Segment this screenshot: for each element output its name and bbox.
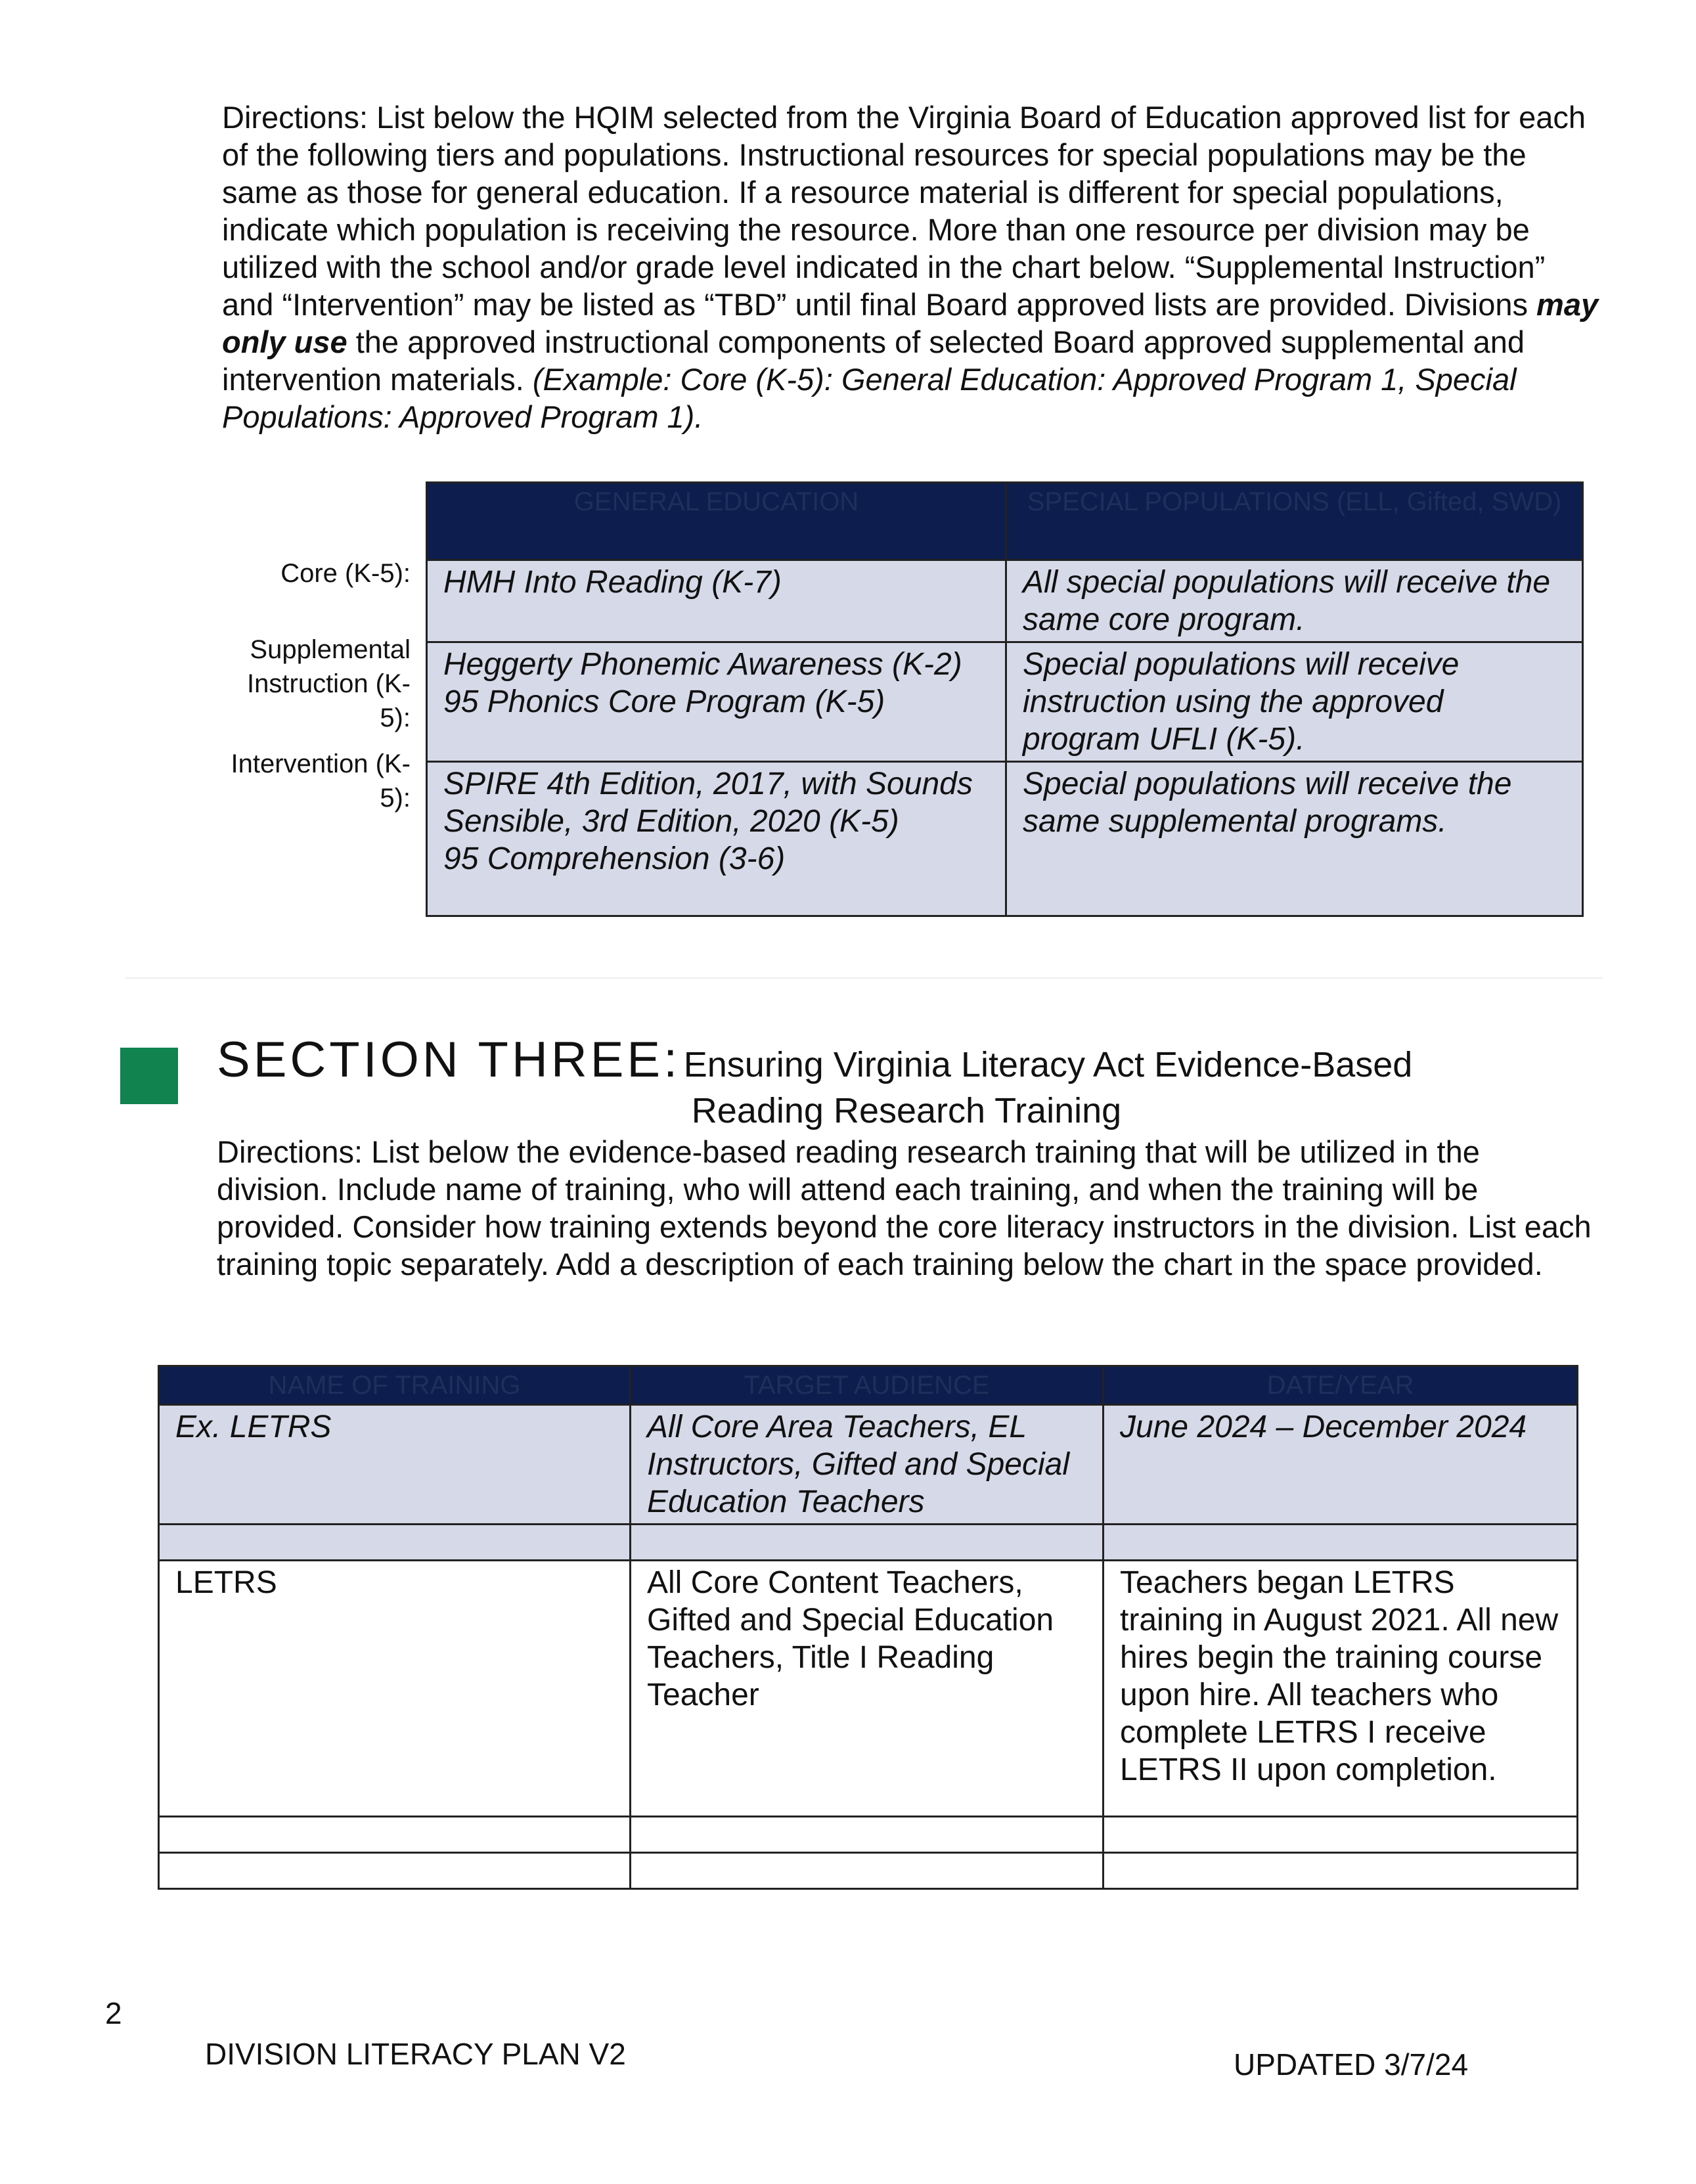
intervention-general <box>427 762 1006 916</box>
table-row <box>427 560 1583 642</box>
empty-cell <box>159 1853 631 1889</box>
intervention-general-line: SPIRE 4th Edition, 2017, with Sounds Sensible, 3rd Edition, 2020 (K-5) <box>443 767 973 839</box>
hqim-table <box>426 481 1584 917</box>
empty-cell <box>159 1525 631 1561</box>
intervention-special: Special populations will receive the same supplemental programs. <box>1006 762 1583 916</box>
table-row <box>159 1525 1578 1561</box>
core-special: All special populations will receive the same core program. <box>1006 560 1583 642</box>
directions-emphasis: may only use <box>222 287 1599 359</box>
doc-title: DIVISION LITERACY PLAN V2 <box>205 2037 626 2071</box>
empty-cell <box>1104 1525 1578 1561</box>
row-label-intervention: Intervention (K-5): <box>231 749 411 813</box>
supplemental-general-line: Heggerty Phonemic Awareness (K-2) <box>443 647 962 682</box>
empty-cell <box>1104 1853 1578 1889</box>
section-title: SECTION THREE: <box>217 1032 681 1088</box>
section-marker-icon <box>120 1048 178 1104</box>
directions-example: (Example: Core (K-5): General Education: Approved Program 1, Special Populations: Approved Program 1). <box>222 362 1517 434</box>
row-label-core: Core (K-5): <box>280 559 411 588</box>
row-label-supplemental: Supplemental Instruction (K-5): <box>247 635 411 732</box>
table-row <box>159 1817 1578 1853</box>
supplemental-special: Special populations will receive instruction using the approved program UFLI (K-5). <box>1006 642 1583 762</box>
empty-cell <box>631 1525 1104 1561</box>
training-date: Teachers began LETRS training in August 2021. All new hires begin the training course upon hire. All teachers who complete LETRS I receive LETRS II upon completion. <box>1104 1561 1578 1817</box>
example-name: Ex. LETRS <box>159 1405 631 1525</box>
training-table <box>158 1365 1578 1890</box>
header-target-audience: TARGET AUDIENCE <box>631 1366 1104 1405</box>
table-row <box>427 642 1583 762</box>
supplemental-general-line: 95 Phonics Core Program (K-5) <box>443 684 885 719</box>
section-subtitle-b: Reading Research Training <box>691 1091 1122 1130</box>
directions-paragraph <box>222 99 1601 435</box>
example-date: June 2024 – December 2024 <box>1104 1405 1578 1525</box>
section-divider <box>125 977 1603 979</box>
empty-cell <box>1104 1817 1578 1853</box>
example-audience: All Core Area Teachers, EL Instructors, Gifted and Special Education Teachers <box>631 1405 1104 1525</box>
table-row <box>427 762 1583 916</box>
updated-date: UPDATED 3/7/24 <box>1234 2047 1469 2082</box>
header-special-populations: SPECIAL POPULATIONS (ELL, Gifted, SWD) <box>1006 483 1583 560</box>
empty-cell <box>631 1817 1104 1853</box>
training-name: LETRS <box>159 1561 631 1817</box>
header-name-of-training: NAME OF TRAINING <box>159 1366 631 1405</box>
directions-text-a: Directions: List below the HQIM selected from the Virginia Board of Education approved list for each of the following tiers and populations. Instructional resources for special populations may be the same as those for general education. If a resource material is different for special populations, indicate which population is receiving the resource. More than one resource per division may be utilized with the school and/or grade level indicated in the chart below. “Supplemental Instruction” and “Intervention” may be listed as “TBD” until final Board approved lists are provided. Divisions <box>222 100 1586 322</box>
table-row <box>159 1405 1578 1525</box>
empty-cell <box>631 1853 1104 1889</box>
empty-cell <box>159 1817 631 1853</box>
table-row <box>159 1561 1578 1817</box>
directions-text-b: the approved instructional components of selected Board approved supplemental and intervention materials. <box>222 324 1525 397</box>
table-row <box>159 1853 1578 1889</box>
training-audience: All Core Content Teachers, Gifted and Special Education Teachers, Title I Reading Teacher <box>631 1561 1104 1817</box>
header-general-education: GENERAL EDUCATION <box>427 483 1006 560</box>
core-general: HMH Into Reading (K-7) <box>427 560 1006 642</box>
section-three-directions: Directions: List below the evidence-based reading research training that will be utilized in the division. Include name of training, who will attend each training, and when the training will be provided. Consider how training extends beyond the core literacy instructors in the division. List each training topic separately. Add a description of each training below the chart in the space provided. <box>217 1134 1592 1281</box>
section-three-heading <box>217 1031 1596 1088</box>
supplemental-general <box>427 642 1006 762</box>
intervention-general-line: 95 Comprehension (3-6) <box>443 841 786 876</box>
page-number: 2 <box>105 1996 122 2030</box>
header-date-year: DATE/YEAR <box>1104 1366 1578 1405</box>
section-subtitle-a: Ensuring Virginia Literacy Act Evidence-Based <box>683 1045 1413 1084</box>
